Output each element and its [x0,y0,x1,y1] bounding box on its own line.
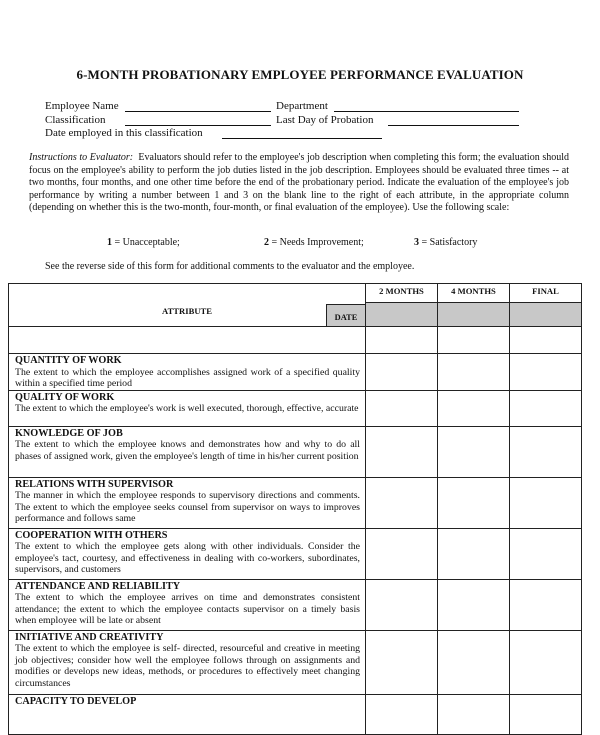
table-row [9,528,582,579]
rating-4-months[interactable] [438,426,510,477]
classification-label: Classification [45,114,106,126]
rating-2-months[interactable] [366,354,438,391]
attribute-desc: The extent to which the employee gets along with other individuals. Consider the employee's tact, courtesy, and effectiveness in dealing with co-workers, subordinates, supervisors, and customers [15,541,360,575]
rating-2-months[interactable] [366,630,438,694]
attribute-name: RELATIONS WITH SUPERVISOR [15,478,174,490]
table-row [9,354,582,391]
attribute-desc: The manner in which the employee responds to supervisory directions and comments. The extent to which the employee seeks counsel from supervisor on ways to improves performance and follows same [15,490,360,524]
date-2-months-cell[interactable] [366,303,438,327]
scale-item-3: 3 = Satisfactory [414,237,478,248]
rating-final[interactable] [510,354,582,391]
rating-final[interactable] [510,390,582,426]
department-field[interactable] [334,111,519,112]
col-final: FINAL [510,284,582,303]
rating-2-months[interactable] [366,579,438,630]
attribute-name: QUANTITY OF WORK [15,355,122,366]
rating-4-months[interactable] [438,528,510,579]
attribute-header: ATTRIBUTE [162,306,212,316]
rating-4-months[interactable] [438,477,510,528]
rating-final[interactable] [510,426,582,477]
rating-4-months[interactable] [438,630,510,694]
date-final-cell[interactable] [510,303,582,327]
table-row [9,390,582,426]
employee-name-field[interactable] [125,111,271,112]
rating-4-months[interactable] [438,390,510,426]
attribute-name: COOPERATION WITH OTHERS [15,529,168,541]
attribute-cell [9,354,366,391]
col-2-months: 2 MONTHS [366,284,438,303]
date-employed-label: Date employed in this classification [45,127,203,139]
rating-final[interactable] [510,694,582,734]
attribute-name: KNOWLEDGE OF JOB [15,427,123,439]
attribute-cell [9,528,366,579]
last-day-label: Last Day of Probation [276,114,374,126]
attribute-desc: The extent to which the employee accomplishes assigned work of a specified quality within a specified time period [15,366,360,389]
attribute-cell [9,477,366,528]
attribute-cell [9,694,366,734]
rating-final[interactable] [510,579,582,630]
evaluation-table [8,283,582,735]
instructions-lead: Instructions to Evaluator [29,152,130,163]
table-row [9,426,582,477]
attribute-name: QUALITY OF WORK [15,391,115,403]
rating-2-months[interactable] [366,477,438,528]
table-row [9,694,582,734]
table-row [9,630,582,694]
attribute-name: CAPACITY TO DEVELOP [15,695,137,707]
scale-item-1: 1 = Unacceptable; [107,237,180,248]
attribute-desc: The extent to which the employee's work is well executed, thorough, effective, accurate [15,403,359,414]
rating-final[interactable] [510,630,582,694]
last-day-field[interactable] [388,125,519,126]
scale-item-2: 2 = Needs Improvement; [264,237,364,248]
rating-2-months[interactable] [366,528,438,579]
rating-final[interactable] [510,477,582,528]
reverse-note: See the reverse side of this form for additional comments to the evaluator and the employee. [45,261,415,272]
rating-2-months[interactable] [366,390,438,426]
employee-name-label: Employee Name [45,100,119,112]
rating-2-months[interactable] [366,426,438,477]
spacer-row [9,327,366,354]
form-title: 6-MONTH PROBATIONARY EMPLOYEE PERFORMANCE EVALUATION [76,67,524,82]
attribute-cell [9,579,366,630]
rating-4-months[interactable] [438,354,510,391]
attribute-desc: The extent to which the employee knows and demonstrates how and why to do all phases of assigned work, given the employee's length of time in his/her current position [15,439,360,462]
rating-4-months[interactable] [438,579,510,630]
attribute-cell [9,630,366,694]
instructions: Instructions to Evaluator: Evaluators should refer to the employee's job description when completing this form; the evaluation should focus on the employee's ability to perform the job duties listed in the job description. Employees should be evaluated three times -- at two months, four months, and one other time before the end of the probationary period. Indicate the evaluation of the employee's job performance by writing a number between 1 and 3 on the blank line to the right of each attribute, in the appropriate column (depending on whether this is the two-month, four-month, or final evaluation of the employee). Use the following scale: [29,152,569,214]
rating-4-months[interactable] [438,694,510,734]
table-row [9,477,582,528]
rating-2-months[interactable] [366,694,438,734]
rating-final[interactable] [510,528,582,579]
attribute-name: ATTENDANCE AND RELIABILITY [15,580,181,592]
instructions-text: Evaluators should refer to the employee's job description when completing this form; the evaluation should focus on the employee's ability to perform the job duties listed in the job description. Employees should be evaluated three times -- at two months, four months, and one other time before the end of the probationary period. Indicate the evaluation of the employee's job performance by writing a number between 1 and 3 on the blank line to the right of each attribute, in the appropriate column (depending on whether this is the two-month, four-month, or final evaluation of the employee). Use the following scale: [29,152,569,214]
attribute-header-cell [9,284,366,327]
attribute-desc: The extent to which the employee is self- directed, resourceful and creative in meeting job objectives; consider how well the employee follows through on assignments and modifies or develops new ideas, methods, or procedures to effectively meet changing circumstances [15,643,360,689]
classification-field[interactable] [125,125,271,126]
table-row [9,579,582,630]
date-label: DATE [326,304,365,326]
department-label: Department [276,100,328,112]
attribute-desc: The extent to which the employee arrives on time and demonstrates consistent attendance; the extent to which the employee contacts supervisor on a timely basis when employee will be late or absent [15,592,360,626]
attribute-cell [9,390,366,426]
date-4-months-cell[interactable] [438,303,510,327]
date-employed-field[interactable] [222,138,382,139]
attribute-name: INITIATIVE AND CREATIVITY [15,631,164,643]
col-4-months: 4 MONTHS [438,284,510,303]
attribute-cell [9,426,366,477]
